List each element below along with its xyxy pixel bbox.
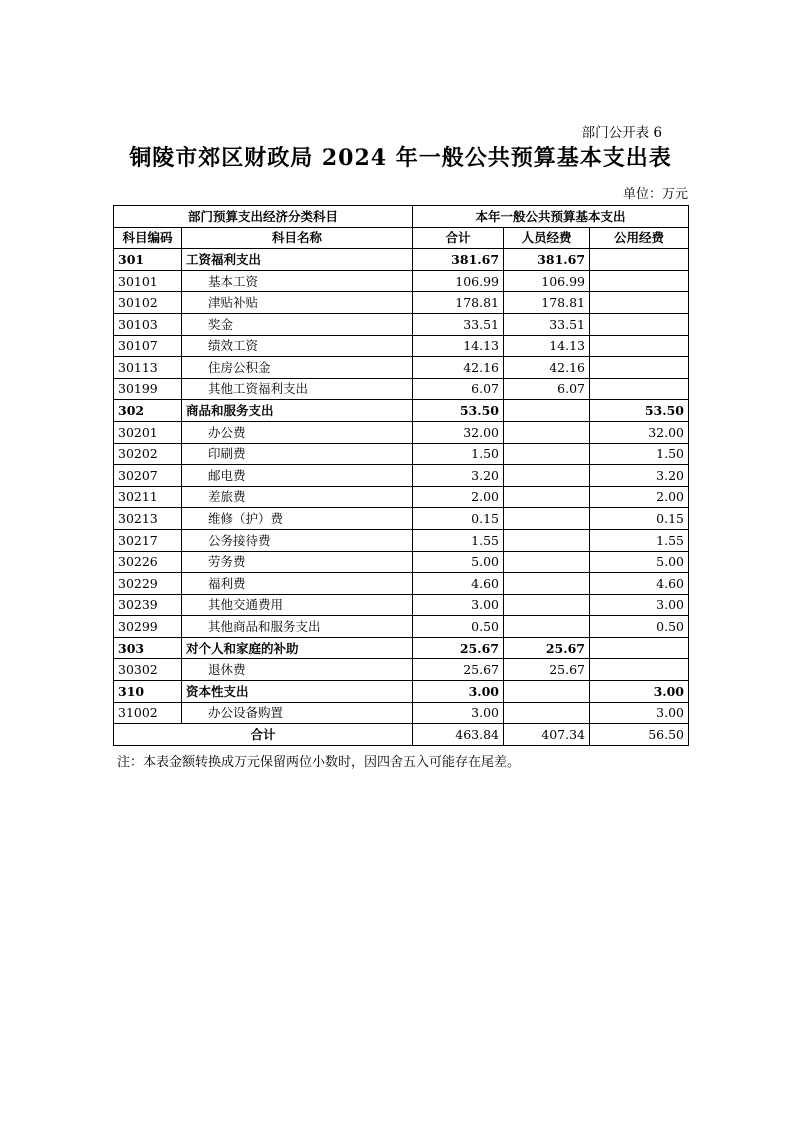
- cell-total: 14.13: [413, 335, 504, 357]
- cell-code: 30229: [114, 573, 182, 595]
- cell-public: [590, 637, 689, 659]
- cell-total: 178.81: [413, 292, 504, 314]
- cell-name: 商品和服务支出: [182, 400, 413, 422]
- cell-name: 资本性支出: [182, 681, 413, 703]
- table-row: [114, 270, 689, 292]
- cell-code: 30103: [114, 313, 182, 335]
- cell-personnel: [504, 400, 590, 422]
- cell-personnel: 42.16: [504, 357, 590, 379]
- cell-total: 5.00: [413, 551, 504, 573]
- cell-public: 1.50: [590, 443, 689, 465]
- cell-total: 106.99: [413, 270, 504, 292]
- unit-label: 单位：万元: [622, 187, 688, 202]
- cell-total: 0.15: [413, 508, 504, 530]
- cell-name: 住房公积金: [182, 357, 413, 379]
- table-row: [114, 573, 689, 595]
- cell-name: 办公设备购置: [182, 702, 413, 724]
- table-row: [114, 681, 689, 703]
- col-header-total: 合计: [413, 227, 504, 249]
- cell-public: 3.20: [590, 465, 689, 487]
- cell-total: 381.67: [413, 249, 504, 271]
- table-row: [114, 551, 689, 573]
- cell-public: 3.00: [590, 681, 689, 703]
- col-header-personnel: 人员经费: [504, 227, 590, 249]
- cell-personnel: [504, 551, 590, 573]
- cell-code: 30207: [114, 465, 182, 487]
- cell-personnel: [504, 681, 590, 703]
- cell-name: 公务接待费: [182, 529, 413, 551]
- cell-personnel: [504, 529, 590, 551]
- cell-total: 4.60: [413, 573, 504, 595]
- cell-name: 奖金: [182, 313, 413, 335]
- cell-code: 30213: [114, 508, 182, 530]
- total-row: [114, 724, 689, 746]
- cell-total: 42.16: [413, 357, 504, 379]
- cell-code: 302: [114, 400, 182, 422]
- cell-code: 30211: [114, 486, 182, 508]
- cell-personnel: [504, 702, 590, 724]
- cell-total: 6.07: [413, 378, 504, 400]
- cell-total: 25.67: [413, 659, 504, 681]
- table-row: [114, 702, 689, 724]
- table-row: [114, 400, 689, 422]
- cell-total: 2.00: [413, 486, 504, 508]
- table-header: [114, 206, 689, 249]
- cell-name: 办公费: [182, 421, 413, 443]
- cell-name: 津贴补贴: [182, 292, 413, 314]
- cell-name: 其他商品和服务支出: [182, 616, 413, 638]
- total-public-cell: 56.50: [590, 724, 689, 746]
- cell-public: [590, 249, 689, 271]
- total-sum-cell: 463.84: [413, 724, 504, 746]
- cell-name: 对个人和家庭的补助: [182, 637, 413, 659]
- cell-public: 32.00: [590, 421, 689, 443]
- cell-public: 4.60: [590, 573, 689, 595]
- table-row: [114, 659, 689, 681]
- cell-name: 差旅费: [182, 486, 413, 508]
- cell-public: [590, 659, 689, 681]
- cell-personnel: [504, 421, 590, 443]
- table-row: [114, 486, 689, 508]
- cell-total: 33.51: [413, 313, 504, 335]
- table-row: [114, 443, 689, 465]
- cell-name: 其他交通费用: [182, 594, 413, 616]
- cell-total: 3.00: [413, 702, 504, 724]
- cell-name: 劳务费: [182, 551, 413, 573]
- table-row: [114, 465, 689, 487]
- cell-personnel: [504, 573, 590, 595]
- cell-code: 30299: [114, 616, 182, 638]
- cell-personnel: 14.13: [504, 335, 590, 357]
- cell-code: 30201: [114, 421, 182, 443]
- group-header-subject: 部门预算支出经济分类科目: [114, 206, 413, 228]
- table-row: [114, 616, 689, 638]
- table-row: [114, 637, 689, 659]
- table-row: [114, 357, 689, 379]
- cell-name: 绩效工资: [182, 335, 413, 357]
- cell-total: 1.50: [413, 443, 504, 465]
- table-row: [114, 313, 689, 335]
- cell-total: 25.67: [413, 637, 504, 659]
- cell-public: [590, 292, 689, 314]
- cell-total: 3.20: [413, 465, 504, 487]
- cell-personnel: [504, 594, 590, 616]
- column-header-row: [114, 227, 689, 249]
- cell-code: 30302: [114, 659, 182, 681]
- total-personnel-cell: 407.34: [504, 724, 590, 746]
- cell-personnel: 33.51: [504, 313, 590, 335]
- cell-personnel: 106.99: [504, 270, 590, 292]
- cell-public: [590, 357, 689, 379]
- cell-name: 工资福利支出: [182, 249, 413, 271]
- cell-personnel: [504, 616, 590, 638]
- cell-code: 301: [114, 249, 182, 271]
- cell-public: [590, 313, 689, 335]
- cell-public: 1.55: [590, 529, 689, 551]
- table-row: [114, 292, 689, 314]
- cell-personnel: [504, 508, 590, 530]
- cell-name: 其他工资福利支出: [182, 378, 413, 400]
- group-header-row: [114, 206, 689, 228]
- col-header-name: 科目名称: [182, 227, 413, 249]
- cell-code: 310: [114, 681, 182, 703]
- table-row: [114, 529, 689, 551]
- cell-code: 30113: [114, 357, 182, 379]
- cell-name: 福利费: [182, 573, 413, 595]
- cell-public: 5.00: [590, 551, 689, 573]
- footnote: 注：本表金额转换成万元保留两位小数时，因四舍五入可能存在尾差。: [117, 755, 521, 770]
- cell-code: 30217: [114, 529, 182, 551]
- cell-public: [590, 270, 689, 292]
- cell-code: 31002: [114, 702, 182, 724]
- sheet-label: 部门公开表 6: [581, 125, 662, 141]
- cell-total: 53.50: [413, 400, 504, 422]
- table-row: [114, 378, 689, 400]
- cell-total: 32.00: [413, 421, 504, 443]
- cell-public: 3.00: [590, 594, 689, 616]
- cell-name: 退休费: [182, 659, 413, 681]
- cell-personnel: 25.67: [504, 637, 590, 659]
- cell-code: 30101: [114, 270, 182, 292]
- cell-code: 30102: [114, 292, 182, 314]
- group-header-expenditure: 本年一般公共预算基本支出: [413, 206, 689, 228]
- cell-name: 基本工资: [182, 270, 413, 292]
- col-header-public: 公用经费: [590, 227, 689, 249]
- page-title: 铜陵市郊区财政局 2024 年一般公共预算基本支出表: [129, 145, 672, 171]
- cell-code: 303: [114, 637, 182, 659]
- cell-code: 30202: [114, 443, 182, 465]
- cell-personnel: [504, 486, 590, 508]
- cell-total: 1.55: [413, 529, 504, 551]
- cell-code: 30107: [114, 335, 182, 357]
- table-row: [114, 249, 689, 271]
- table-footer: [114, 724, 689, 746]
- table-body: [114, 249, 689, 724]
- table-row: [114, 421, 689, 443]
- cell-public: 0.50: [590, 616, 689, 638]
- cell-personnel: [504, 443, 590, 465]
- cell-code: 30226: [114, 551, 182, 573]
- cell-name: 印刷费: [182, 443, 413, 465]
- cell-total: 3.00: [413, 681, 504, 703]
- cell-name: 维修（护）费: [182, 508, 413, 530]
- cell-code: 30239: [114, 594, 182, 616]
- table-row: [114, 594, 689, 616]
- table-row: [114, 508, 689, 530]
- col-header-code: 科目编码: [114, 227, 182, 249]
- cell-public: 2.00: [590, 486, 689, 508]
- budget-table: [113, 205, 689, 746]
- cell-public: [590, 335, 689, 357]
- cell-name: 邮电费: [182, 465, 413, 487]
- cell-total: 0.50: [413, 616, 504, 638]
- cell-personnel: 6.07: [504, 378, 590, 400]
- cell-public: [590, 378, 689, 400]
- cell-personnel: 178.81: [504, 292, 590, 314]
- cell-personnel: [504, 465, 590, 487]
- table-row: [114, 335, 689, 357]
- cell-personnel: 381.67: [504, 249, 590, 271]
- cell-personnel: 25.67: [504, 659, 590, 681]
- cell-public: 53.50: [590, 400, 689, 422]
- cell-code: 30199: [114, 378, 182, 400]
- cell-public: 3.00: [590, 702, 689, 724]
- total-label: 合计: [114, 724, 413, 746]
- cell-public: 0.15: [590, 508, 689, 530]
- cell-total: 3.00: [413, 594, 504, 616]
